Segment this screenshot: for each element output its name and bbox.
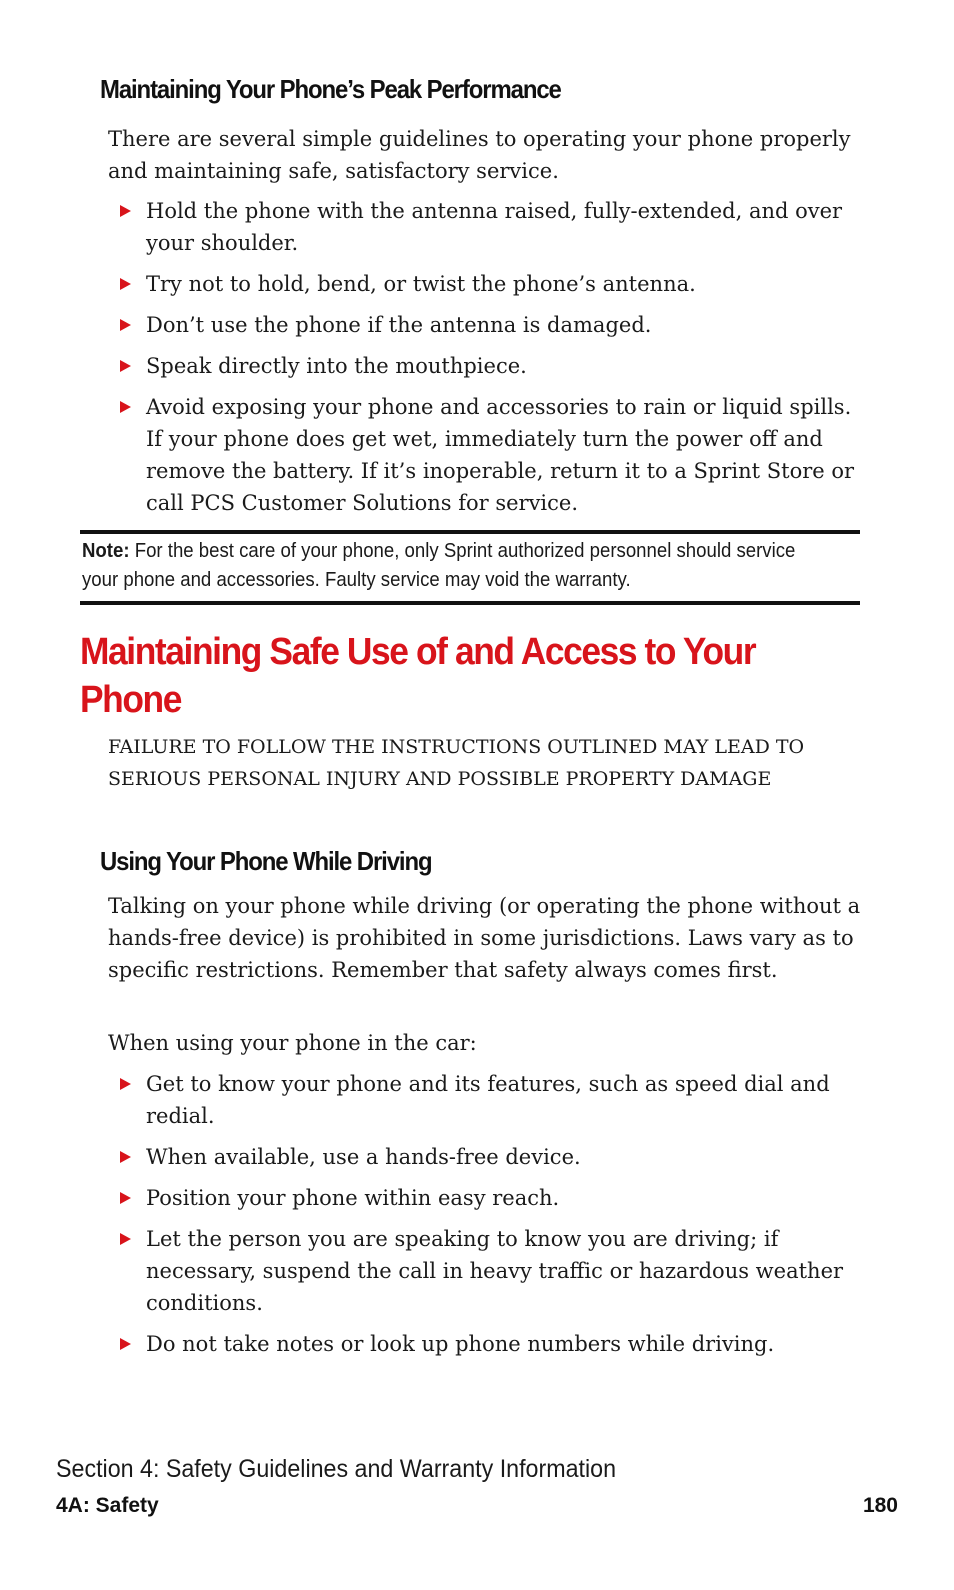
safety-warning: FAILURE TO FOLLOW THE INSTRUCTIONS OUTLINED MAY LEAD TO SERIOUS PERSONAL INJURY AND POSSIBLE PROPERTY DAMAGE [108, 736, 805, 790]
footer-chapter: 4A: Safety [56, 1494, 159, 1517]
page-title: Maintaining Safe Use of and Access to Your Phone [80, 631, 756, 721]
list-item: Avoid exposing your phone and accessories to rain or liquid spills. If your phone does get wet, immediately turn the power off and remove the battery. If it’s inoperable, return it to a Sprint Store or call PCS Customer Solutions for service. [118, 391, 868, 519]
note-bottom-rule [80, 601, 860, 605]
list-item: When available, use a hands-free device. [118, 1141, 868, 1173]
note-top-rule [80, 530, 860, 534]
list-item: Position your phone within easy reach. [118, 1182, 868, 1214]
bullet-arrow-icon [120, 1192, 131, 1204]
list-item: Don’t use the phone if the antenna is damaged. [118, 309, 868, 341]
note-text: For the best care of your phone, only Sprint authorized personnel should service your phone and accessories. Faulty service may void the warranty. [82, 540, 796, 591]
bullet-arrow-icon [120, 205, 131, 217]
driving-intro-paragraph: Talking on your phone while driving (or operating the phone without a hands-free device) is prohibited in some jurisdictions. Laws vary as to specific restrictions. Remember that safety always comes first. [108, 894, 861, 982]
bullet-arrow-icon [120, 1078, 131, 1090]
performance-guidelines-list [118, 195, 868, 528]
driving-lead-paragraph: When using your phone in the car: [108, 1031, 477, 1055]
list-item: Speak directly into the mouthpiece. [118, 350, 868, 382]
bullet-arrow-icon [120, 278, 131, 290]
list-item: Hold the phone with the antenna raised, fully-extended, and over your shoulder. [118, 195, 868, 259]
bullet-arrow-icon [120, 360, 131, 372]
list-item: Do not take notes or look up phone numbers while driving. [118, 1328, 868, 1360]
section-heading-peak-performance: Maintaining Your Phone’s Peak Performance [100, 74, 561, 104]
bullet-arrow-icon [120, 1151, 131, 1163]
note-box [82, 537, 804, 595]
bullet-arrow-icon [120, 1338, 131, 1350]
page-number: 180 [862, 1494, 898, 1517]
bullet-arrow-icon [120, 1233, 131, 1245]
list-item: Try not to hold, bend, or twist the phone’s antenna. [118, 268, 868, 300]
list-item: Get to know your phone and its features, such as speed dial and redial. [118, 1068, 868, 1132]
intro-paragraph: There are several simple guidelines to operating your phone properly and maintaining safe, satisfactory service. [108, 127, 851, 183]
bullet-arrow-icon [120, 319, 131, 331]
driving-guidelines-list [118, 1068, 868, 1369]
footer-section-title: Section 4: Safety Guidelines and Warranty Information [56, 1455, 617, 1483]
bullet-arrow-icon [120, 401, 131, 413]
note-label: Note: [82, 540, 130, 562]
list-item: Let the person you are speaking to know you are driving; if necessary, suspend the call in heavy traffic or hazardous weather conditions. [118, 1223, 868, 1319]
section-heading-driving: Using Your Phone While Driving [100, 846, 432, 876]
